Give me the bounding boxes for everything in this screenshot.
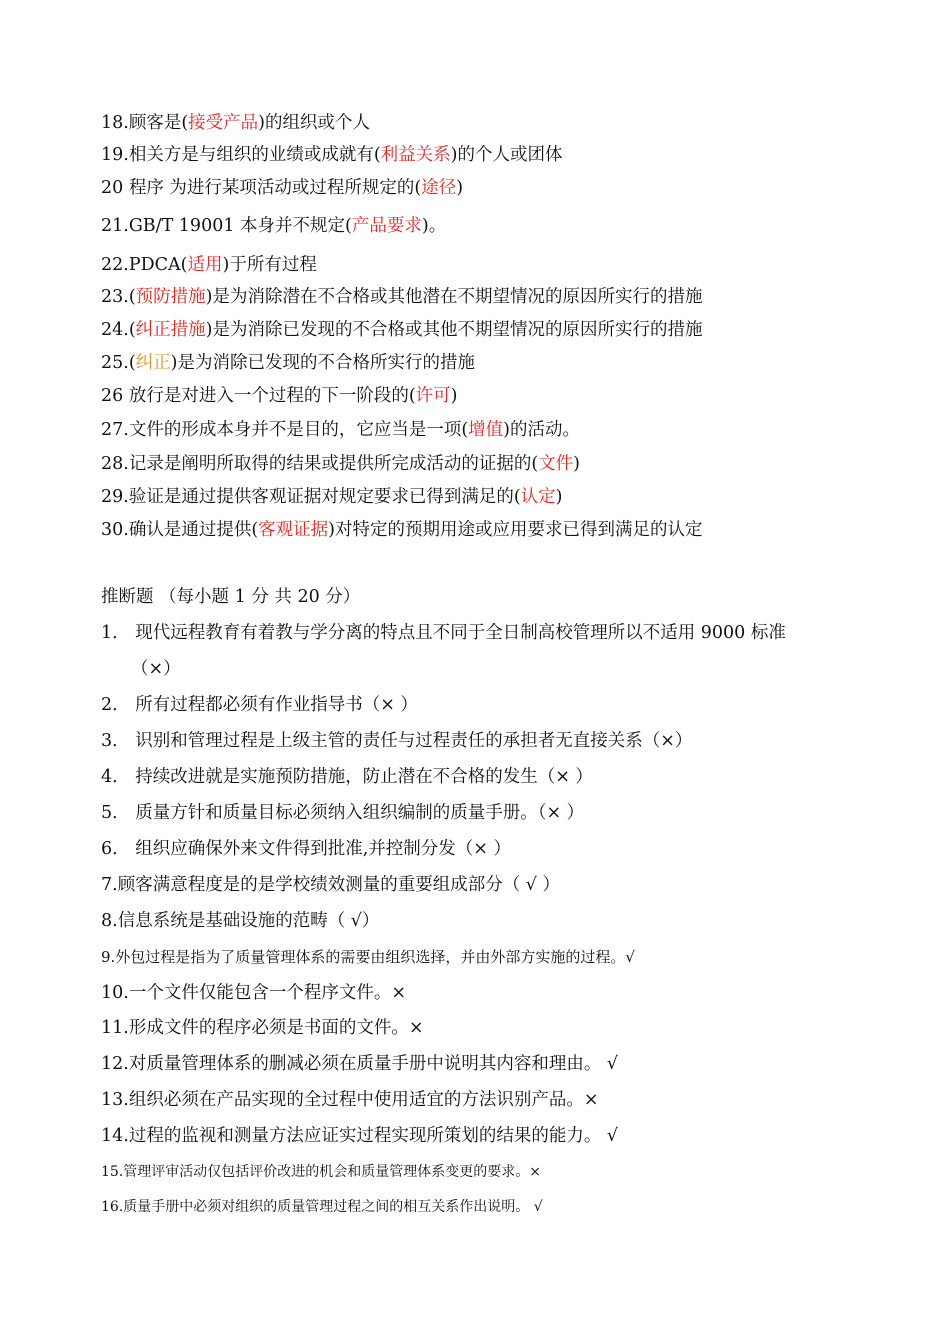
- fill-item-26: [101, 384, 458, 408]
- item-text: 26 放行是对进入一个过程的下一阶段的(: [101, 386, 416, 406]
- fill-item-28: [101, 452, 580, 476]
- item-text: )是为消除已发现的不合格或其他不期望情况的原因所实行的措施: [205, 320, 703, 340]
- item-text: 27.文件的形成本身并不是目的，它应当是一项(: [101, 420, 469, 440]
- fill-item-23: [101, 285, 703, 309]
- fill-item-30: [101, 518, 703, 542]
- judge-item-16: 16.质量手册中必须对组织的质量管理过程之间的相互关系作出说明。 √: [101, 1199, 543, 1215]
- answer-text: 增值: [468, 420, 504, 440]
- item-text: ): [456, 178, 464, 198]
- answer-text: 文件: [538, 454, 574, 474]
- judge-item-1-answer: （×）: [131, 659, 181, 679]
- item-text: 22.PDCA(: [101, 255, 188, 275]
- answer-text: 接受产品: [188, 113, 259, 133]
- item-text: ): [573, 454, 580, 474]
- item-text: )是为消除潜在不合格或其他潜在不期望情况的原因所实行的措施: [205, 287, 703, 307]
- fill-item-25: [101, 351, 475, 375]
- fill-item-27: [101, 418, 580, 442]
- fill-item-19: [101, 143, 563, 167]
- judge-item-6: 6． 组织应确保外来文件得到批准,并控制分发（× ）: [101, 839, 511, 859]
- fill-item-21: [101, 214, 446, 238]
- item-text: 24.(: [101, 320, 136, 340]
- judge-item-1: 1． 现代远程教育有着教与学分离的特点且不同于全日制高校管理所以不适用 9000 标准: [101, 623, 786, 643]
- item-text: 18.顾客是(: [101, 113, 189, 133]
- item-text: )于所有过程: [222, 255, 317, 275]
- judge-item-15: 15.管理评审活动仅包括评价改进的机会和质量管理体系变更的要求。×: [101, 1164, 541, 1180]
- item-text: )的活动。: [503, 420, 580, 440]
- fill-item-24: [101, 318, 703, 342]
- answer-text: 许可: [415, 386, 451, 406]
- judge-item-8: 8.信息系统是基础设施的范畴（ √）: [101, 911, 380, 931]
- item-text: )的个人或团体: [450, 145, 563, 165]
- answer-text: 适用: [187, 255, 223, 275]
- item-text: 28.记录是阐明所取得的结果或提供所完成活动的证据的(: [101, 454, 539, 474]
- judge-item-5: 5． 质量方针和质量目标必须纳入组织编制的质量手册。（× ）: [101, 803, 585, 823]
- judge-item-10: 10.一个文件仅能包含一个程序文件。×: [101, 983, 406, 1003]
- item-text: 25.(: [101, 353, 136, 373]
- fill-item-22: [101, 253, 317, 277]
- judge-item-2: 2． 所有过程都必须有作业指导书（× ）: [101, 695, 418, 715]
- judge-item-4: 4． 持续改进就是实施预防措施，防止潜在不合格的发生（× ）: [101, 767, 593, 787]
- item-text: 21.GB/T 19001 本身并不规定(: [101, 216, 352, 236]
- judge-item-14: 14.过程的监视和测量方法应证实过程实现所策划的结果的能力。 √: [101, 1126, 619, 1146]
- answer-text: 预防措施: [135, 287, 206, 307]
- item-text: ): [555, 487, 563, 507]
- answer-text: 认定: [520, 487, 556, 507]
- answer-text: 利益关系: [380, 145, 451, 165]
- item-text: )是为消除已发现的不合格所实行的措施: [170, 353, 475, 373]
- answer-text: 客观证据: [258, 520, 329, 540]
- item-text: ): [450, 386, 458, 406]
- fill-item-18: [101, 111, 370, 135]
- item-text: )。: [421, 216, 447, 236]
- item-text: 29.验证是通过提供客观证据对规定要求已得到满足的(: [101, 487, 521, 507]
- item-text: 30.确认是通过提供(: [101, 520, 259, 540]
- judge-item-3: 3． 识别和管理过程是上级主管的责任与过程责任的承担者无直接关系（×）: [101, 731, 693, 751]
- judge-item-13: 13.组织必须在产品实现的全过程中使用适宜的方法识别产品。×: [101, 1090, 599, 1110]
- judge-item-7: 7.顾客满意程度是的是学校绩效测量的重要组成部分（ √ ）: [101, 875, 560, 895]
- answer-text: 产品要求: [351, 216, 422, 236]
- item-text: )的组织或个人: [258, 113, 370, 133]
- judge-item-11: 11.形成文件的程序必须是书面的文件。×: [101, 1018, 424, 1038]
- answer-text: 纠正措施: [135, 320, 206, 340]
- section-heading: 推断题 （每小题 1 分 共 20 分）: [101, 587, 361, 607]
- item-text: )对特定的预期用途或应用要求已得到满足的认定: [328, 520, 703, 540]
- answer-text: 途径: [421, 178, 457, 198]
- item-text: 19.相关方是与组织的业绩或成就有(: [101, 145, 381, 165]
- item-text: 20 程序 为进行某项活动或过程所规定的(: [101, 178, 422, 198]
- judge-item-9: 9.外包过程是指为了质量管理体系的需要由组织选择，并由外部方实施的过程。√: [101, 948, 635, 966]
- item-text: 23.(: [101, 287, 136, 307]
- fill-item-20: [101, 176, 463, 200]
- answer-text: 纠正: [135, 353, 171, 373]
- judge-item-12: 12.对质量管理体系的删减必须在质量手册中说明其内容和理由。 √: [101, 1054, 619, 1074]
- fill-item-29: [101, 485, 563, 509]
